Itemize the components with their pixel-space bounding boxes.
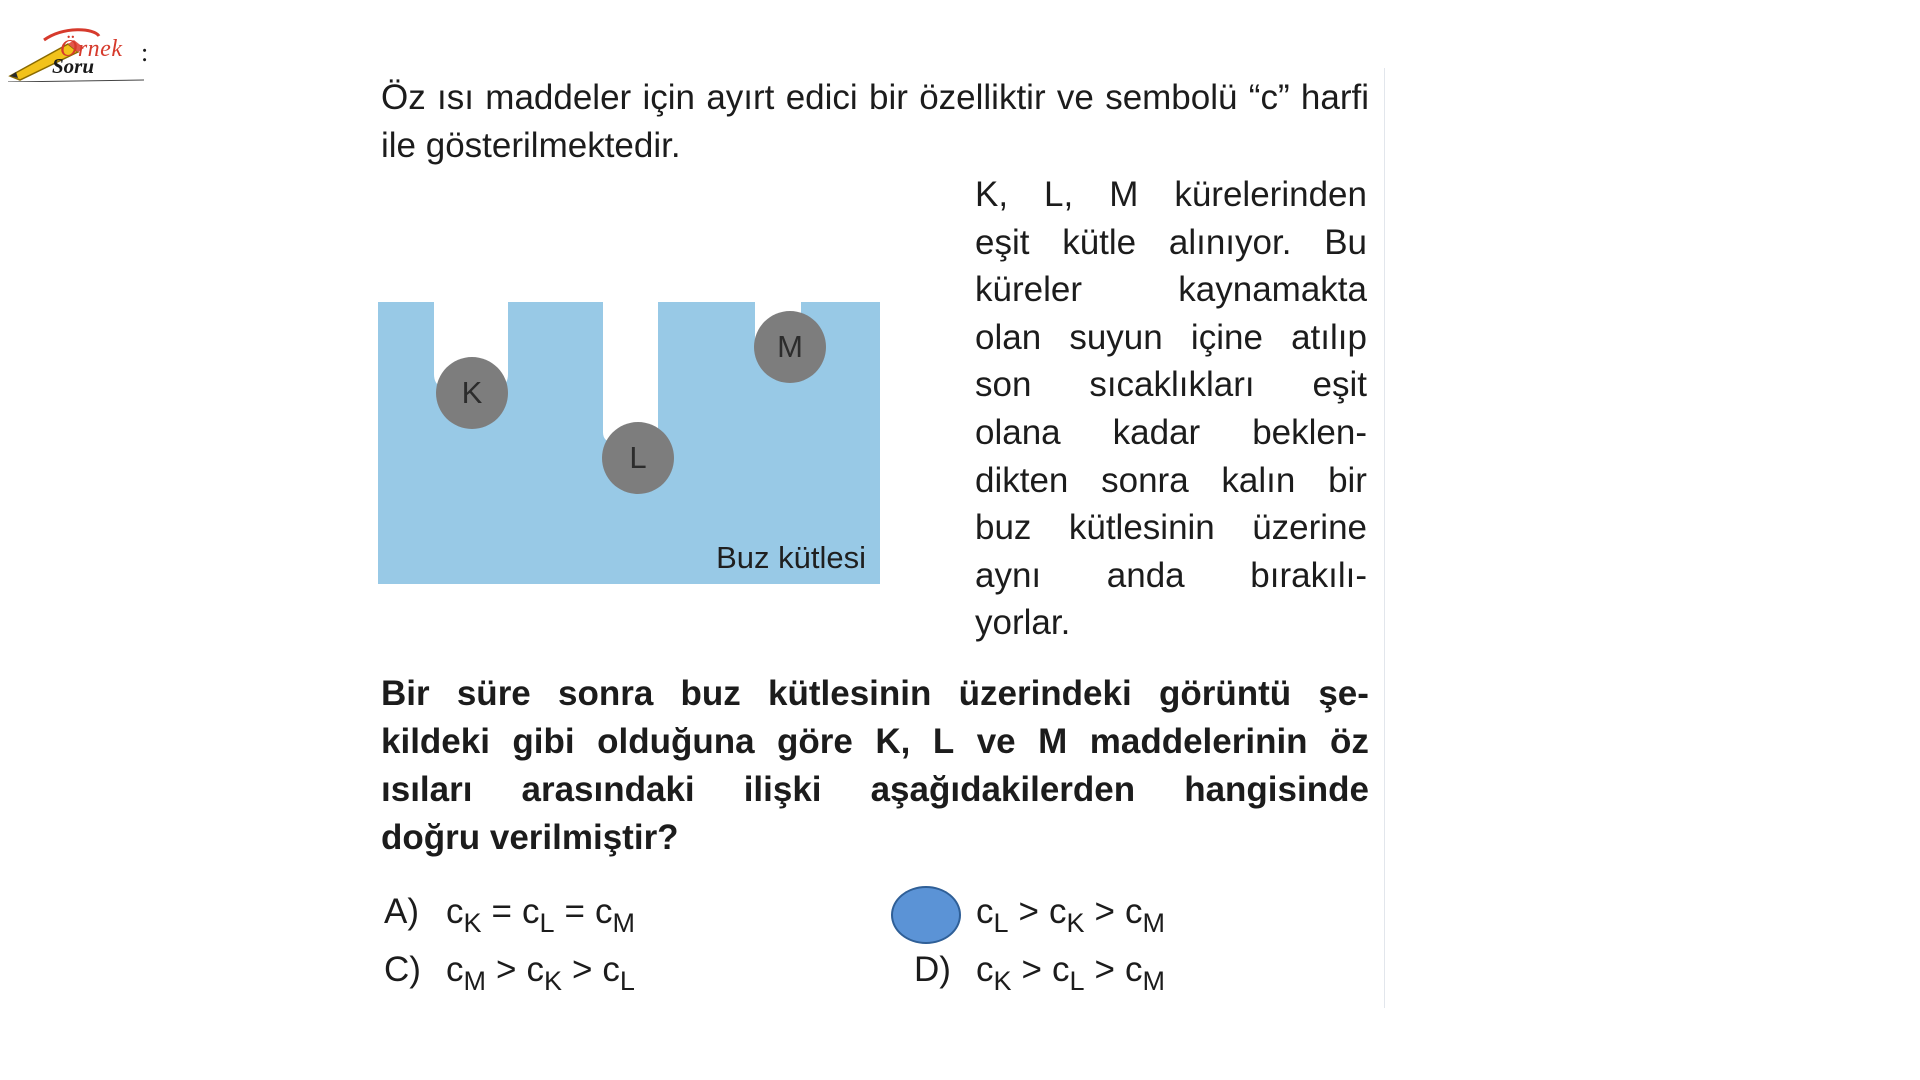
text-word: kütle — [1062, 222, 1137, 262]
formula-part: L — [1069, 966, 1085, 996]
formula-part: = — [564, 892, 585, 931]
formula-part: K — [543, 966, 562, 996]
formula-part: M — [1142, 908, 1165, 938]
option-b[interactable] — [914, 890, 1165, 938]
logo-word-soru: Soru — [52, 54, 95, 78]
text-word: doğru — [381, 818, 481, 857]
text-word: suyun — [1069, 317, 1163, 357]
text-word: maddelerinin — [1089, 722, 1308, 761]
formula-part: c — [521, 892, 540, 931]
formula-part: c — [526, 950, 544, 989]
option-d-letter: D) — [914, 950, 951, 989]
text-word: eşit — [1312, 365, 1367, 405]
text-word: kürelerinden — [1174, 175, 1367, 214]
text-word: alınıyor. — [1168, 222, 1292, 262]
text-word: dikten — [975, 460, 1069, 500]
formula-part: > — [496, 950, 517, 989]
text-word: aşağıdakilerden — [870, 770, 1136, 809]
text-word: anda — [1106, 555, 1185, 595]
formula-part: > — [571, 950, 593, 989]
formula-part: c — [1048, 892, 1067, 931]
text-word: bir — [1328, 460, 1367, 500]
formula-part: > — [1018, 892, 1039, 931]
formula-part: M — [612, 908, 635, 938]
text-word: şe- — [1318, 674, 1369, 713]
text-word: Bir — [381, 674, 430, 713]
ball-label-k: K — [461, 375, 483, 410]
formula-part: K — [1066, 908, 1085, 938]
text-word: ısıları — [381, 770, 473, 809]
logo-word-ornek: Örnek — [60, 36, 123, 62]
ornek-soru-logo — [4, 22, 154, 82]
text-word: göre — [777, 722, 853, 761]
text-word: kütlesinin — [1068, 508, 1215, 548]
text-word: sonra — [1101, 460, 1189, 500]
formula-part: c — [602, 950, 620, 989]
formula-part: c — [1124, 950, 1143, 989]
text-word: son — [975, 365, 1032, 405]
text-word: kadar — [1112, 412, 1201, 452]
formula-part: L — [993, 908, 1009, 938]
intro-paragraph: Öz ısı maddeler için ayırt edici bir özelliktir ve sembolü “c” harfi ile gösterilmektedir. — [381, 78, 1369, 165]
formula-part: K — [993, 966, 1012, 996]
ice-block-figure — [378, 302, 880, 584]
text-word: kütlesinin — [768, 674, 932, 713]
formula-part: > — [1094, 892, 1115, 931]
text-word: bırakılı- — [1250, 555, 1367, 595]
formula-part: c — [976, 892, 994, 931]
ball-label-l: L — [629, 440, 647, 475]
formula-part: K — [463, 908, 482, 938]
text-word: M — [1038, 722, 1068, 761]
formula-part: > — [1021, 950, 1042, 989]
page-border — [1384, 68, 1385, 1008]
text-word: Bu — [1324, 222, 1367, 262]
text-word: L, — [1044, 175, 1074, 214]
formula-part: L — [619, 966, 635, 996]
text-word: K, — [875, 722, 911, 761]
text-word: arasındaki — [521, 770, 695, 809]
text-word: kildeki — [381, 722, 490, 761]
text-word: L — [932, 722, 955, 761]
text-word: kaynamakta — [1178, 270, 1367, 310]
text-word: olana — [975, 412, 1061, 452]
formula-part: c — [594, 892, 613, 931]
text-word: yorlar. — [975, 603, 1071, 643]
text-word: K, — [975, 175, 1009, 214]
text-word: buz — [975, 508, 1032, 548]
experiment-description — [975, 171, 1367, 647]
formula-part: M — [1142, 966, 1165, 996]
formula-part: c — [446, 950, 464, 989]
text-word: eşit — [975, 222, 1030, 262]
text-word: olan — [975, 317, 1042, 357]
text-word: gibi — [512, 722, 575, 761]
option-c-letter: C) — [384, 950, 421, 989]
formula-part: c — [1051, 950, 1070, 989]
option-a-letter: A) — [384, 892, 419, 931]
option-d[interactable] — [914, 948, 1165, 996]
option-c[interactable] — [384, 948, 635, 996]
text-word: beklen- — [1252, 412, 1367, 452]
text-word: kalın — [1221, 460, 1296, 500]
option-a[interactable] — [384, 890, 635, 938]
text-word: aynı — [975, 555, 1042, 595]
text-word: verilmiştir? — [489, 818, 679, 857]
text-word: görüntü — [1158, 674, 1292, 713]
text-word: sıcaklıkları — [1089, 365, 1255, 405]
text-word: ve — [976, 722, 1016, 761]
logo-colon: : — [141, 38, 149, 67]
text-word: küreler — [975, 270, 1082, 310]
text-word: sonra — [558, 674, 654, 713]
text-word: buz — [680, 674, 741, 713]
text-word: atılıp — [1291, 317, 1367, 357]
text-word: üzerine — [1252, 508, 1367, 548]
formula-part: c — [1124, 892, 1143, 931]
text-word: içine — [1190, 317, 1263, 357]
formula-part: c — [976, 950, 994, 989]
formula-part: > — [1094, 950, 1115, 989]
formula-part: L — [539, 908, 555, 938]
question-stem — [381, 670, 1369, 862]
text-word: öz — [1330, 722, 1369, 761]
formula-part: = — [491, 892, 512, 931]
text-word: M — [1109, 175, 1139, 214]
text-word: ilişki — [743, 770, 822, 809]
formula-part: c — [446, 892, 464, 931]
text-word: süre — [456, 674, 531, 713]
text-word: üzerindeki — [958, 674, 1132, 713]
figure-caption: Buz kütlesi — [716, 540, 866, 575]
text-word: olduğuna — [597, 722, 755, 761]
formula-part: M — [463, 966, 486, 996]
text-word: hangisinde — [1184, 770, 1369, 809]
ball-label-m: M — [777, 329, 803, 364]
